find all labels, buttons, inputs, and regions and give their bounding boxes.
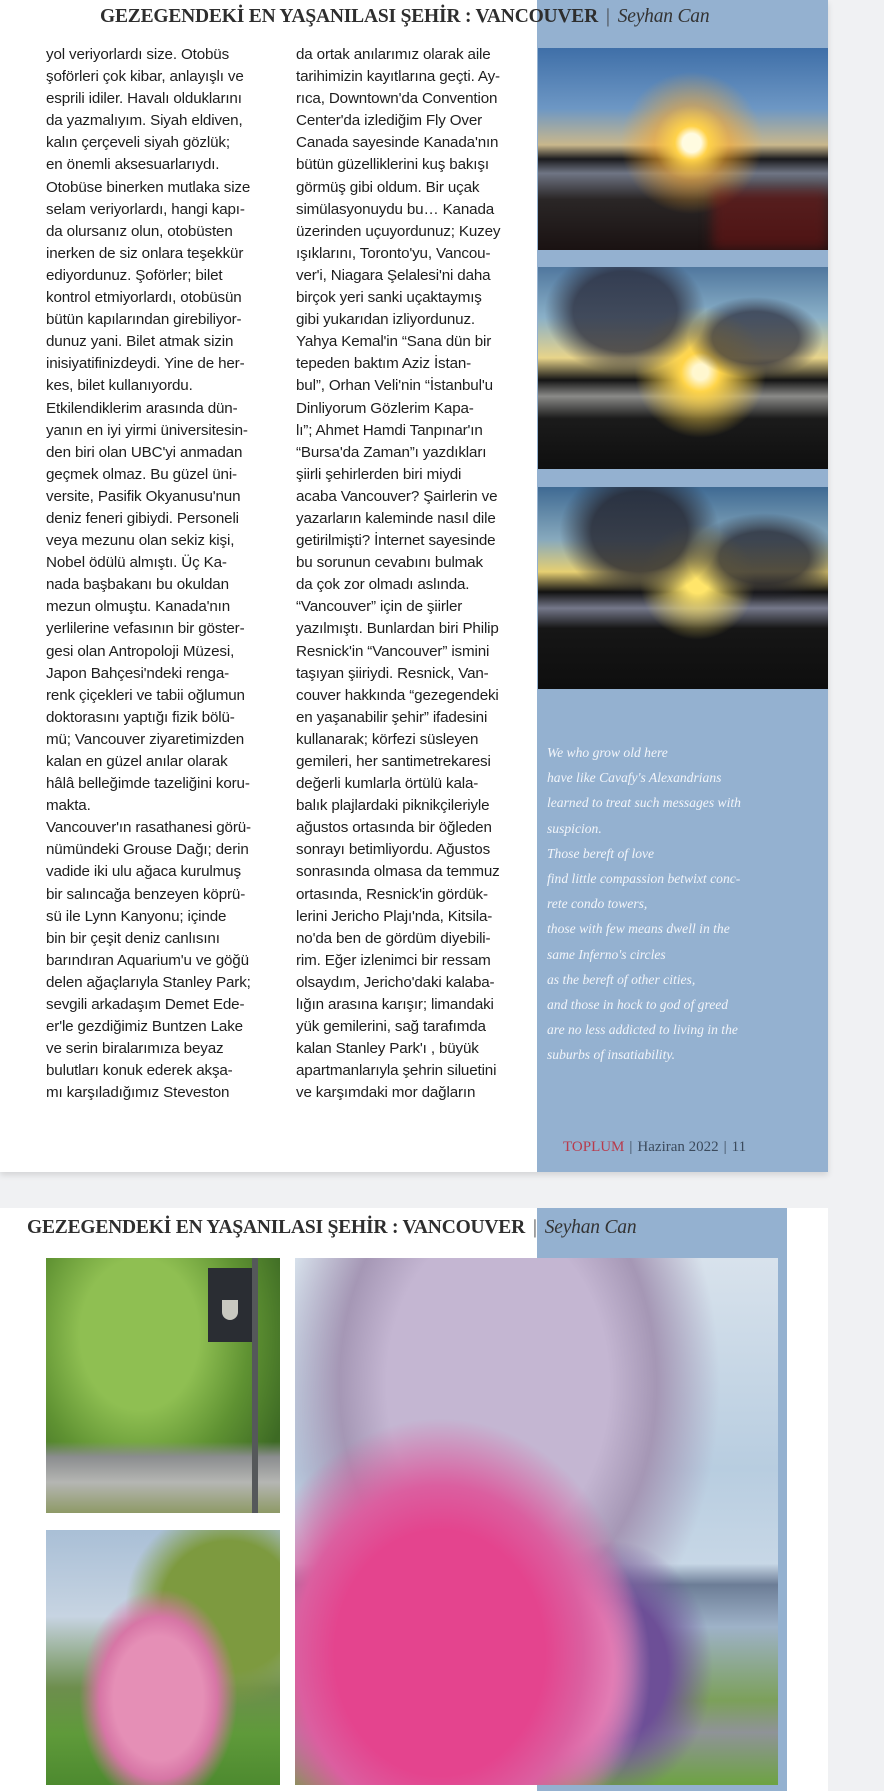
text-line: bulutları konuk ederek akşa- (46, 1062, 233, 1080)
text-line: renk çiçekleri ve tabii oğlumun (46, 686, 245, 704)
text-line: bir salıncağa benzeyen köprü- (46, 885, 246, 903)
text-line: gibi yukarıdan izliyordunuz. (296, 311, 475, 329)
text-line: yazarların kaleminde nasıl dile (296, 509, 496, 527)
text-line: makta. (46, 797, 91, 815)
article-title: GEZEGENDEKİ EN YAŞANILASI ŞEHİR : VANCOUVER (27, 1217, 525, 1238)
text-line: sü ile Lynn Kanyonu; içinde (46, 907, 227, 925)
text-line: selam veriyorlardı, hangi kapı- (46, 200, 245, 218)
text-line: yerlilerine vefasının bir göster- (46, 620, 245, 638)
text-line: sonrasında olmasa da temmuz (296, 863, 500, 881)
text-line: da olursanız olun, otobüsten (46, 222, 233, 240)
text-line: taşıyan şiiriydi. Resnick, Van- (296, 664, 489, 682)
text-line: kalın çerçeveli siyah gözlük; (46, 134, 230, 152)
text-line: sevgili arkadaşım Demet Ede- (46, 996, 245, 1014)
text-line: getirilmişti? İnternet sayesinde (296, 532, 496, 550)
text-line: ışıklarını, Toronto'yu, Vancou- (296, 244, 491, 262)
text-line: geçmek olmaz. Bu güzel üni- (46, 465, 237, 483)
text-line: Vancouver'ın rasathanesi görü- (46, 819, 251, 837)
author-name: Seyhan Can (617, 6, 710, 27)
text-line: görmüş gibi oldum. Bir uçak (296, 178, 480, 196)
magazine-page-12 (0, 1208, 828, 1791)
lamp-pole (252, 1258, 258, 1513)
text-line: lığın arasına karışır; limandaki (296, 996, 494, 1014)
text-line: ortasında, Resnick'in gördük- (296, 885, 488, 903)
article-title: GEZEGENDEKİ EN YAŞANILASI ŞEHİR : VANCOUVER (100, 6, 598, 27)
sunset-photo-1 (538, 48, 828, 250)
poem-line: have like Cavafy's Alexandrians (547, 770, 722, 786)
text-line: yazılmıştı. Bunlardan biri Philip (296, 620, 499, 638)
poem-excerpt (547, 740, 827, 1068)
text-line: barındıran Aquarium'u ve göğü (46, 951, 249, 969)
text-line: inerken de siz onlara teşekkür (46, 244, 244, 262)
text-line: şoförleri çok kibar, anlayışlı ve (46, 68, 244, 86)
text-line: ver'i, Niagara Şelalesi'ni daha (296, 266, 491, 284)
author-name: Seyhan Can (544, 1217, 637, 1238)
text-line: kalan en güzel anılar olarak (46, 753, 228, 770)
text-line: couver hakkında “gezegendeki (296, 686, 499, 704)
page-footer (563, 1139, 746, 1156)
text-line: bul”, Orhan Veli'nin “İstanbul'u (296, 377, 493, 395)
text-line: nada başbakanı bu okuldan (46, 576, 229, 594)
text-line: tarihimizin kayıtlarına geçti. Ay- (296, 68, 500, 86)
text-line: nümündeki Grouse Dağı; derin (46, 841, 249, 859)
text-line: acaba Vancouver? Şairlerin ve (296, 487, 498, 505)
poem-line: learned to treat such messages with (547, 795, 741, 811)
text-line: no'da ben de gördüm diyebili- (296, 929, 491, 947)
text-line: Dinliyorum Gözlerim Kapa- (296, 399, 474, 417)
text-line: mezun olmuştu. Kanada'nın (46, 598, 231, 616)
page-number: 11 (731, 1139, 747, 1155)
ubc-campus-photo (46, 1258, 280, 1513)
text-line: dunuz yani. Bilet atmak sizin (46, 333, 234, 351)
poem-line: We who grow old here (547, 745, 668, 760)
text-line: Center'da izlediğim Fly Over (296, 112, 483, 130)
issue-date: Haziran 2022 (637, 1139, 719, 1155)
poem-line: suspicion. (547, 820, 602, 836)
rhododendron-tree-photo (46, 1530, 280, 1785)
text-line: gemileri, her santimetrekaresi (296, 753, 491, 770)
text-line: Nobel ödülü almıştı. Üç Ka- (46, 554, 227, 572)
text-line: şiirli şehirlerden biri miydi (296, 465, 462, 483)
text-line: versite, Pasifik Okyanusu'nun (46, 487, 241, 505)
text-line: olsaydım, Jericho'daki kalaba- (296, 973, 495, 991)
text-line: delen ağaçlarıyla Stanley Park; (46, 973, 251, 991)
text-line: hâlâ belleğimde tazeliğini koru- (46, 775, 250, 793)
poem-line: and those in hock to god of greed (547, 997, 729, 1013)
text-line: ağustos ortasında bir öğleden (296, 819, 492, 837)
sunset-photo-2 (538, 267, 828, 469)
running-header (100, 6, 709, 28)
text-line: gesi olan Antropoloji Müzesi, (46, 642, 235, 660)
text-line: veya mezunu olan sekiz kişi, (46, 532, 235, 550)
text-line: apartmanlarıyla şehrin siluetini (296, 1062, 497, 1080)
text-line: yük gemilerini, sağ tarafımda (296, 1018, 486, 1036)
text-line: bin bir çeşit deniz canlısını (46, 929, 220, 947)
text-line: kullanarak; körfezi süsleyen (296, 730, 479, 748)
text-line: kalan Stanley Park'ı , büyük (296, 1040, 479, 1058)
blossoms-by-bay-photo (295, 1258, 778, 1785)
header-separator: | (533, 1217, 537, 1238)
text-line: kontrol etmiyorlardı, otobüsün (46, 289, 242, 307)
text-line: lı”; Ahmet Hamdi Tanpınar'ın (296, 421, 483, 439)
text-line: Otobüse binerken mutlaka size (46, 178, 251, 196)
poem-line: find little compassion betwixt conc- (547, 871, 741, 887)
text-line: Etkilendiklerim arasında dün- (46, 399, 238, 417)
text-line: bu sorunun cevabını bulmak (296, 554, 483, 572)
text-line: rim. Eğer izlenimci bir ressam (296, 951, 491, 969)
poem-line: those with few means dwell in the (547, 921, 730, 937)
text-line: Canada sayesinde Kanada'nın (296, 134, 499, 152)
text-line: balık plajlardaki piknikçileriyle (296, 797, 490, 815)
text-line: üzerinden uçuyordunuz; Kuzey (296, 222, 501, 240)
text-line: ve karşımdaki mor dağların (296, 1084, 476, 1102)
text-line: “Vancouver” için de şiirler (296, 598, 463, 616)
poem-line: suburbs of insatiability. (547, 1047, 676, 1063)
text-line: en yaşanabilir şehir” ifadesini (296, 708, 488, 726)
poem-line: as the bereft of other cities, (547, 971, 696, 987)
ubc-banner-icon (208, 1268, 252, 1342)
text-line: rıca, Downtown'da Convention (296, 90, 498, 108)
text-line: deniz feneri gibiydi. Personeli (46, 509, 239, 527)
text-line: birçok yeri sanki uçaktaymış (296, 289, 482, 307)
poem-line: rete condo towers, (547, 896, 648, 912)
poem-line: are no less addicted to living in the (547, 1022, 738, 1038)
footer-separator: | (629, 1139, 633, 1155)
text-line: sonrayı betimliyordu. Ağustos (296, 841, 491, 859)
text-line: ediyordunuz. Şoförler; bilet (46, 266, 223, 284)
text-line: den biri olan UBC'yi anmadan (46, 443, 243, 461)
text-line: kes, bilet kullanıyordu. (46, 377, 193, 395)
sunset-photo-3 (538, 487, 828, 689)
text-line: inisiyatifinizdeydi. Yine de her- (46, 355, 245, 373)
text-line: Yahya Kemal'in “Sana dün bir (296, 333, 492, 351)
text-line: “Bursa'da Zaman”ı yazdıkları (296, 443, 487, 461)
text-line: bütün kapılarından girebiliyor- (46, 311, 242, 329)
text-line: en önemli aksesuarlarıydı. (46, 156, 220, 174)
text-line: doktorasını yaptığı fizik bölü- (46, 708, 235, 726)
text-line: yol veriyorlardı size. Otobüs (46, 46, 230, 63)
text-column-1 (46, 44, 278, 1105)
text-line: mü; Vancouver ziyaretimizden (46, 730, 245, 748)
text-column-2 (296, 44, 532, 1105)
text-line: esprili idiler. Havalı olduklarını (46, 90, 242, 108)
header-separator: | (606, 6, 610, 27)
text-line: da ortak anılarımız olarak aile (296, 46, 491, 63)
text-line: mı karşıladığımız Steveston (46, 1084, 230, 1102)
footer-separator: | (723, 1139, 727, 1155)
magazine-name: TOPLUM (563, 1139, 625, 1155)
poem-line: same Inferno's circles (547, 946, 666, 962)
running-header (27, 1217, 636, 1239)
text-line: tepeden baktım Aziz İstan- (296, 355, 472, 373)
text-line: da yazmalıyım. Siyah eldiven, (46, 112, 243, 130)
text-line: ve serin biralarımıza beyaz (46, 1040, 224, 1058)
poem-line: Those bereft of love (547, 845, 655, 861)
text-line: simülasyonuydu bu… Kanada (296, 200, 495, 218)
text-line: er'le gezdiğimiz Buntzen Lake (46, 1018, 243, 1036)
text-line: değerli kumlarla örtülü kala- (296, 775, 479, 793)
text-line: yanın en iyi yirmi üniversitesin- (46, 421, 248, 439)
text-line: lerini Jericho Plajı'nda, Kitsila- (296, 907, 493, 925)
text-line: bütün güzelliklerini kuş bakışı (296, 156, 489, 174)
text-line: da çok zor olmadı aslında. (296, 576, 470, 594)
text-line: Resnick'in “Vancouver” ismini (296, 642, 490, 660)
text-line: Japon Bahçesi'ndeki renga- (46, 664, 230, 682)
text-line: vadide iki ulu ağaca kurulmuş (46, 863, 241, 881)
